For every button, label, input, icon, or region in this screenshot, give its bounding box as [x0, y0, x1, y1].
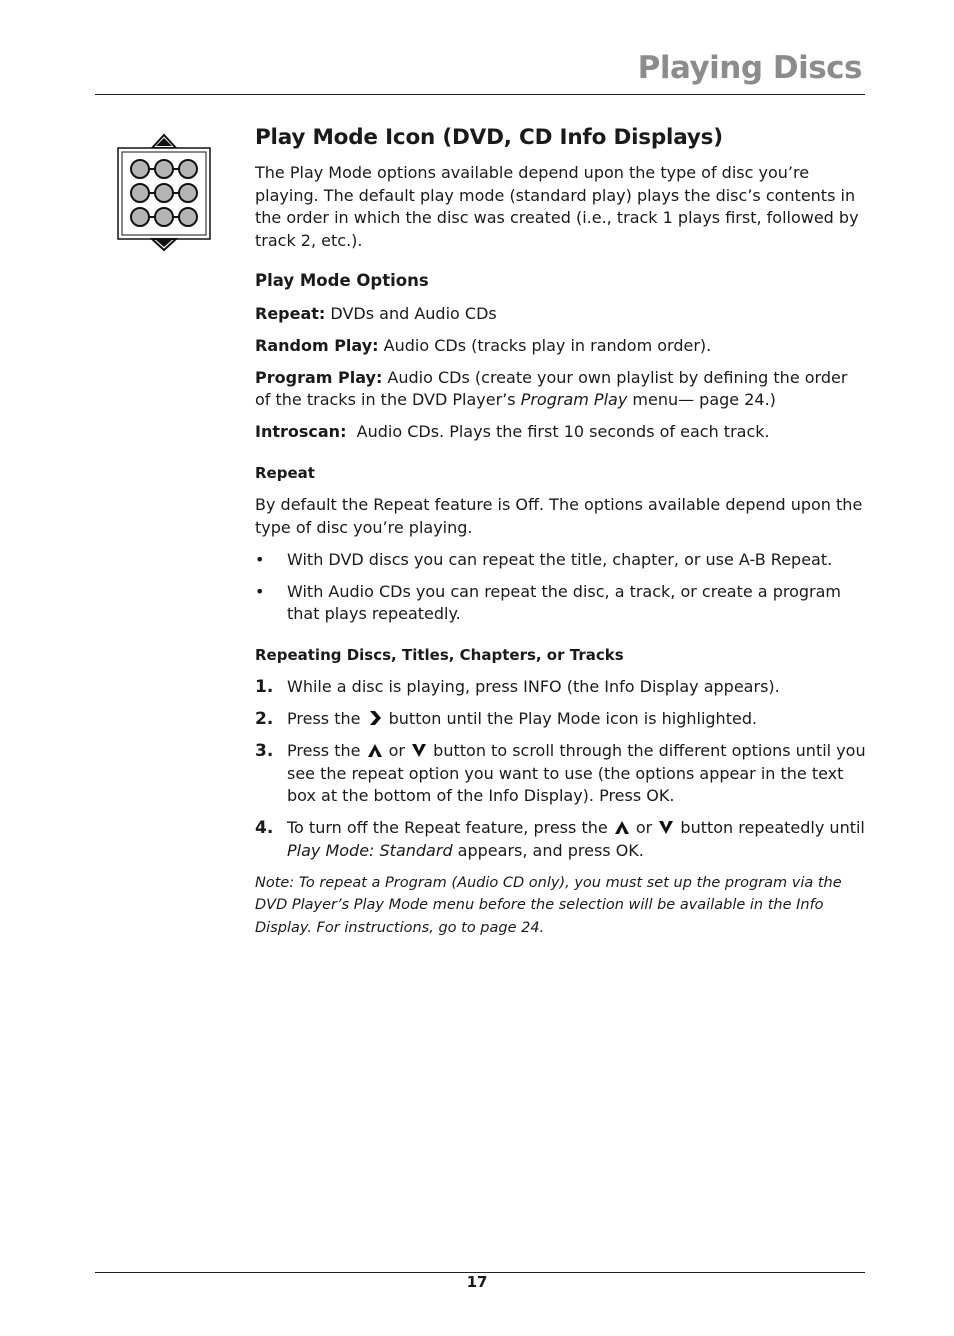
step-text: button until the Play Mode icon is highlighted.	[383, 709, 758, 728]
arrow-up-icon	[613, 817, 631, 840]
play-mode-icon	[116, 132, 212, 256]
note-paragraph: Note: To repeat a Program (Audio CD only), you must set up the program via the DVD Player’s Play Mode menu before the selection will be available in the Info Display. For instructions, go to page 24.	[255, 874, 842, 936]
repeat-paragraph: By default the Repeat feature is Off. The options available depend upon the type of disc you’re playing.	[255, 495, 863, 537]
bullet-icon: •	[255, 549, 265, 569]
header-rule	[95, 94, 865, 95]
arrow-right-icon	[366, 708, 384, 731]
arrow-down-icon	[410, 740, 428, 763]
intro-paragraph: The Play Mode options available depend upon the type of disc you’re playing. The default play mode (standard play) plays the disc’s contents in the order in which the disc was created (i.e., track 1 plays first, followed by track 2, etc.).	[255, 163, 859, 250]
step-text: or	[383, 741, 411, 760]
option-introscan	[255, 421, 867, 444]
step-text: To turn off the Repeat feature, press the	[287, 818, 613, 837]
option-text: menu— page 24.)	[627, 390, 776, 409]
step-number: 4.	[255, 818, 274, 838]
option-label: Program Play:	[255, 367, 383, 387]
step-text: appears, and press OK.	[452, 840, 644, 860]
repeat-heading: Repeat	[255, 463, 315, 482]
arrow-down-icon	[657, 817, 675, 840]
page-number: 17	[466, 1273, 488, 1291]
bullet-text: With Audio CDs you can repeat the disc, a track, or create a program that plays repeatedly.	[287, 581, 841, 623]
step-number: 1.	[255, 677, 274, 697]
step-3	[255, 740, 867, 808]
option-text: Audio CDs (tracks play in random order).	[378, 335, 712, 355]
option-label: Repeat:	[255, 303, 326, 323]
option-text: Audio CDs. Plays the first 10 seconds of each track.	[346, 422, 770, 441]
option-text: Audio CDs (create your own playlist by defining the order of the tracks in the DVD Player’s	[255, 367, 848, 409]
step-italic-text: Play Mode: Standard	[287, 840, 453, 860]
bullet-icon: •	[255, 581, 265, 601]
step-2	[255, 708, 867, 731]
option-program-play	[255, 367, 867, 412]
step-4	[255, 817, 867, 862]
step-text: or	[630, 818, 658, 837]
step-text: button repeatedly until	[675, 818, 865, 837]
step-text: button to scroll through the different options until you see the repeat option you want to use (the options appear in the text box at the bottom of the Info Display). Press OK.	[287, 741, 866, 805]
option-random-play	[255, 335, 867, 358]
step-text: Press the	[287, 741, 366, 760]
main-content	[255, 124, 867, 949]
arrow-up-icon	[366, 740, 384, 763]
section-title: Play Mode Icon (DVD, CD Info Displays)	[255, 125, 723, 150]
list-item	[255, 581, 867, 626]
list-item	[255, 549, 867, 572]
bullet-text: With DVD discs you can repeat the title, chapter, or use A-B Repeat.	[287, 549, 833, 569]
option-label: Introscan:	[255, 422, 347, 441]
option-label: Random Play:	[255, 335, 379, 355]
step-text: Press the	[287, 709, 366, 728]
steps-list	[255, 676, 867, 862]
option-text: DVDs and Audio CDs	[325, 303, 497, 323]
chapter-title: Playing Discs	[637, 50, 862, 86]
repeating-heading: Repeating Discs, Titles, Chapters, or Tracks	[255, 645, 624, 664]
step-text: While a disc is playing, press INFO (the Info Display appears).	[287, 677, 780, 696]
menu-name: Program Play	[520, 390, 628, 409]
step-number: 2.	[255, 709, 274, 729]
play-mode-options-heading: Play Mode Options	[255, 271, 429, 290]
step-number: 3.	[255, 741, 274, 761]
step-1	[255, 676, 867, 699]
option-repeat	[255, 303, 867, 326]
repeat-bullet-list	[255, 549, 867, 626]
